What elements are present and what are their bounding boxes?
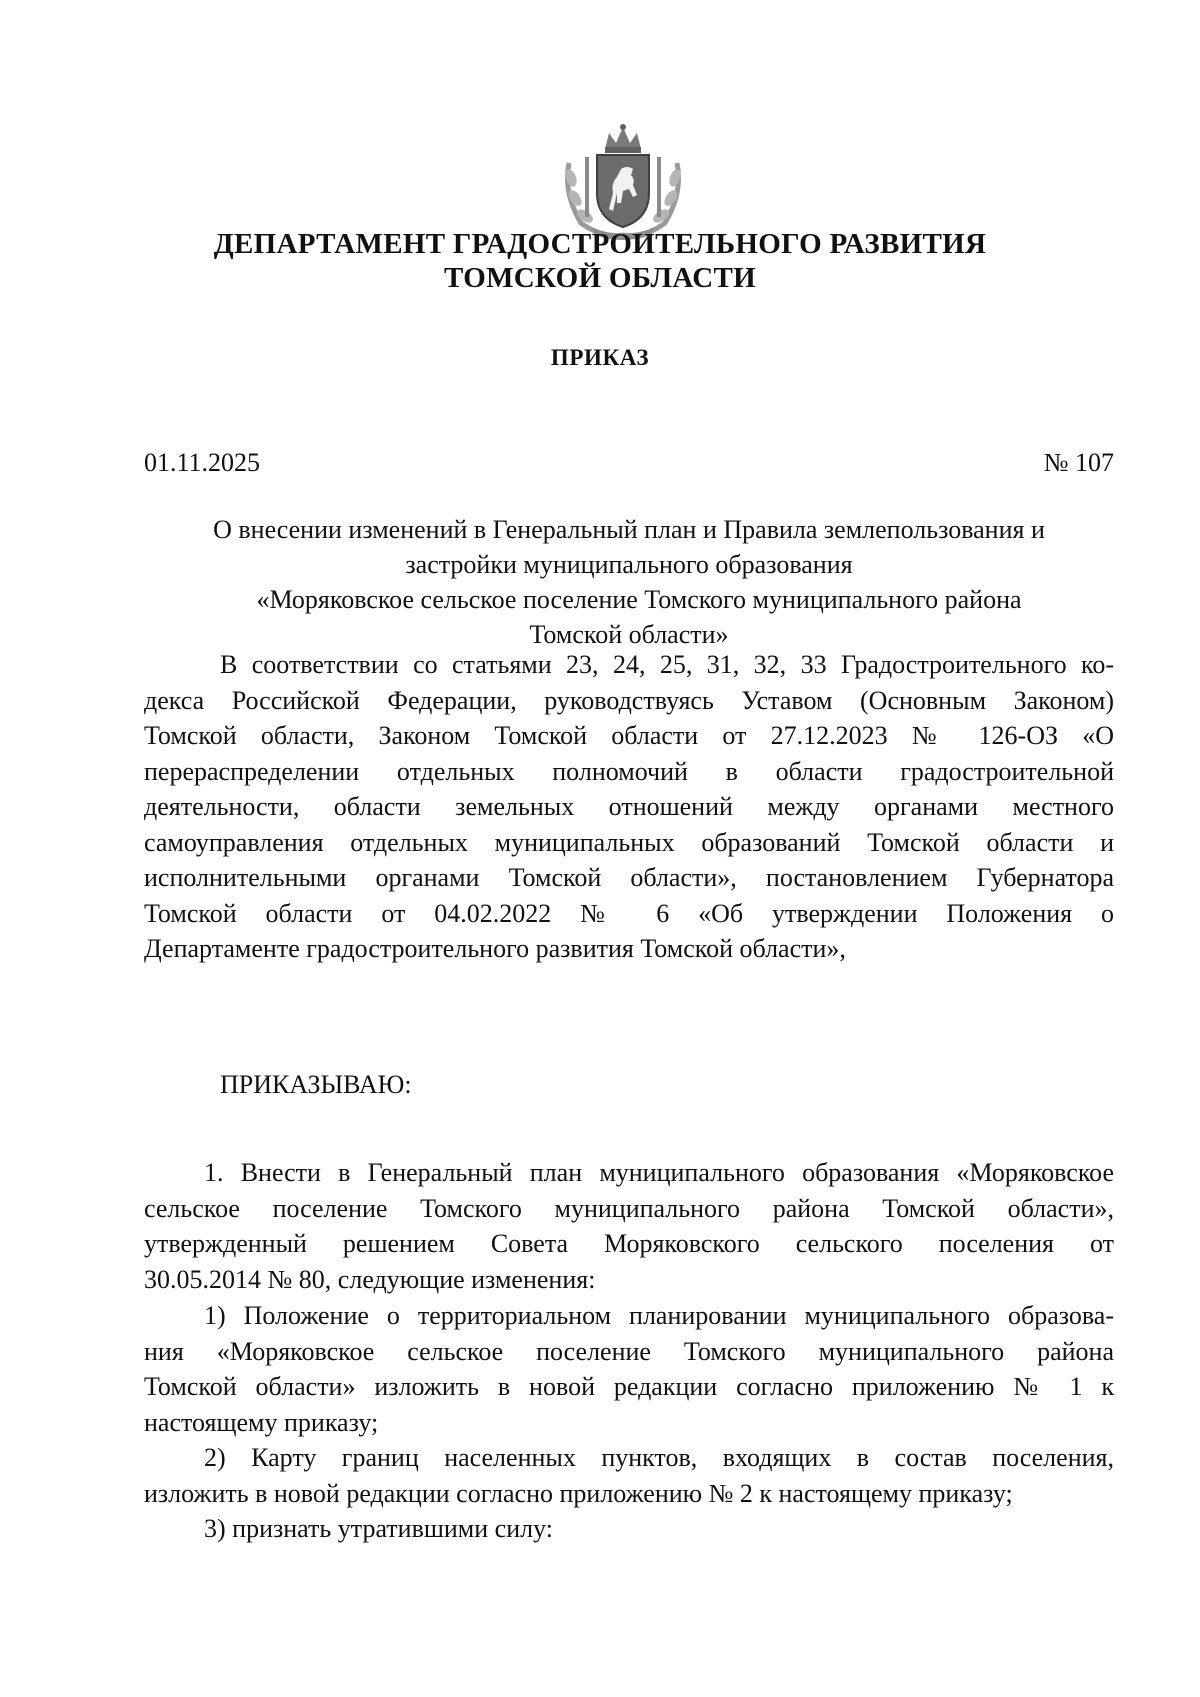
preamble-line: деятельности, области земельных отношений между органами местного <box>144 792 1114 821</box>
subitem-1-line: 1) Положение о территориальном планировании муниципального образова- <box>204 1301 1114 1330</box>
item-1-line: 1. Внести в Генеральный план муниципального образования «Моряковское <box>204 1158 1114 1187</box>
decree-word: ПРИКАЗЫВАЮ: <box>220 1070 412 1099</box>
preamble-line: Томской области, Законом Томской области от 27.12.2023 № 126-ОЗ «О <box>144 721 1114 750</box>
subitem-1-line: настоящему приказу; <box>144 1407 379 1437</box>
document-subject <box>144 512 1114 652</box>
organization-name-line2: ТОМСКОЙ ОБЛАСТИ <box>444 262 756 294</box>
subitem-3-line: 3) признать утратившими силу: <box>204 1514 553 1543</box>
subitem-2-line: 2) Карту границ населенных пунктов, входящих в состав поселения, <box>204 1443 1114 1472</box>
preamble-line: исполнительными органами Томской области», постановлением Губернатора <box>144 863 1114 892</box>
subject-line: Томской области» <box>529 620 729 649</box>
preamble-paragraph <box>144 647 1114 967</box>
document-type-title: ПРИКАЗ <box>550 345 650 370</box>
preamble-line: В соответствии со статьями 23, 24, 25, 31, 32, 33 Градостроительного ко- <box>220 650 1114 679</box>
item-1-line: утвержденный решением Совета Моряковского сельского поселения от <box>144 1229 1114 1258</box>
preamble-line: перераспределении отдельных полномочий в области градостроительной <box>144 756 1114 786</box>
document-number: № 107 <box>1043 448 1114 477</box>
document-date: 01.11.2025 <box>144 448 261 477</box>
subitem-2-paragraph <box>144 1440 1114 1511</box>
item-1-line: 30.05.2014 № 80, следующие изменения: <box>144 1264 596 1294</box>
item-1-paragraph <box>144 1155 1114 1297</box>
preamble-line: декса Российской Федерации, руководствуясь Уставом (Основным Законом) <box>144 685 1114 715</box>
subitem-1-paragraph <box>144 1298 1114 1440</box>
subitem-1-line: ния «Моряковское сельское поселение Томского муниципального района <box>144 1336 1114 1366</box>
subitem-3-paragraph <box>144 1511 1114 1547</box>
subject-line: О внесении изменений в Генеральный план и Правила землепользования и <box>213 515 1045 544</box>
organization-name-line1: ДЕПАРТАМЕНТ ГРАДОСТРОИТЕЛЬНОГО РАЗВИТИЯ <box>213 228 987 260</box>
preamble-line: самоуправления отдельных муниципальных образований Томской области и <box>144 827 1114 857</box>
preamble-line: Департаменте градостроительного развития Томской области», <box>144 934 846 963</box>
subject-line: застройки муниципального образования <box>405 550 853 579</box>
subject-line: «Моряковское сельское поселение Томского муниципального района <box>256 585 1022 614</box>
subitem-2-line: изложить в новой редакции согласно приложению № 2 к настоящему приказу; <box>144 1478 1013 1508</box>
subitem-1-line: Томской области» изложить в новой редакции согласно приложению № 1 к <box>144 1372 1114 1401</box>
item-1-line: сельское поселение Томского муниципального района Томской области», <box>144 1193 1114 1223</box>
preamble-line: Томской области от 04.02.2022 № 6 «Об утверждении Положения о <box>144 898 1114 928</box>
tomsk-oblast-coat-of-arms-icon <box>561 123 685 241</box>
